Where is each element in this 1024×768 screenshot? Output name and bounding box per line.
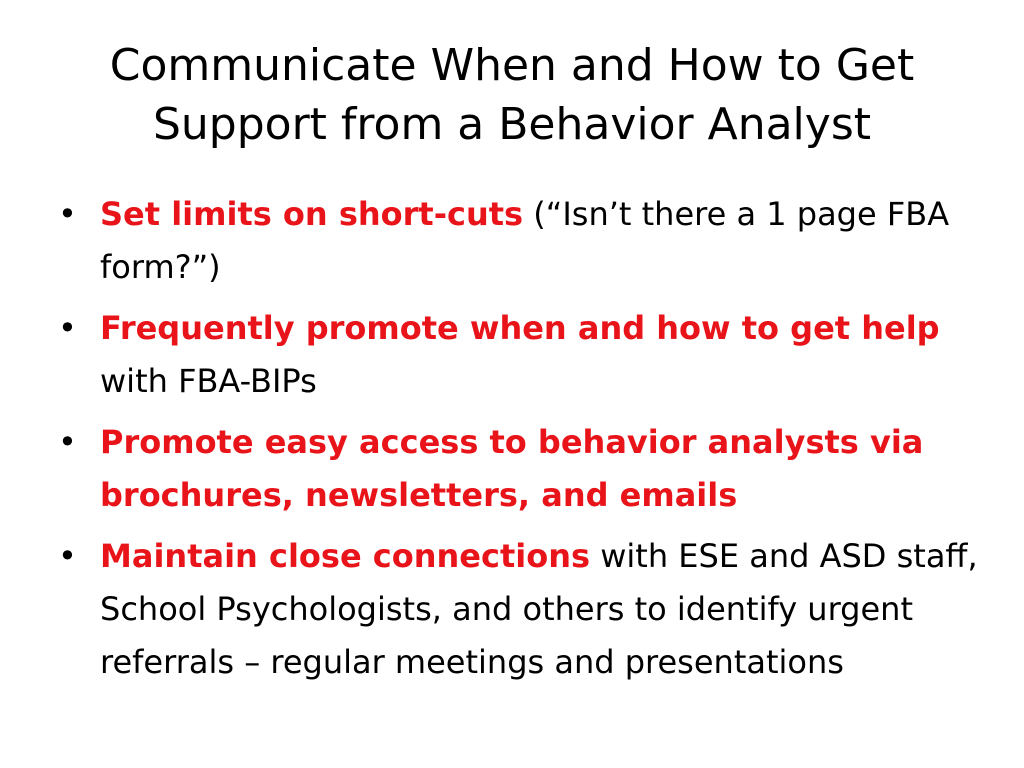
bullet-dot-icon: • [58,423,77,461]
bullet-text: with ESE and ASD staff, School Psychologists, and others to identify urgent referrals – regular meetings and presentations [100,537,978,681]
slide-title-line-1: Communicate When and How to Get [109,40,915,91]
bullet-text: with FBA-BIPs [100,362,317,400]
bullet-item [58,530,1010,689]
bullet-item [58,416,1010,522]
bullet-list [58,188,1010,697]
bullet-item [58,302,1010,408]
slide-title-line-2: Support from a Behavior Analyst [152,99,871,150]
bullet-highlight: Maintain close connections [100,537,591,575]
bullet-dot-icon: • [58,309,77,347]
bullet-highlight: Promote easy access to behavior analysts via brochures, newsletters, and emails [100,423,924,514]
bullet-highlight: Frequently promote when and how to get help [100,309,940,347]
bullet-item [58,188,1010,294]
bullet-dot-icon: • [58,537,77,575]
bullet-dot-icon: • [58,195,77,233]
bullet-highlight: Set limits on short-cuts [100,195,524,233]
slide-title [40,36,984,154]
bullet-text: (“Isn’t there a 1 page FBA form?”) [100,195,950,286]
